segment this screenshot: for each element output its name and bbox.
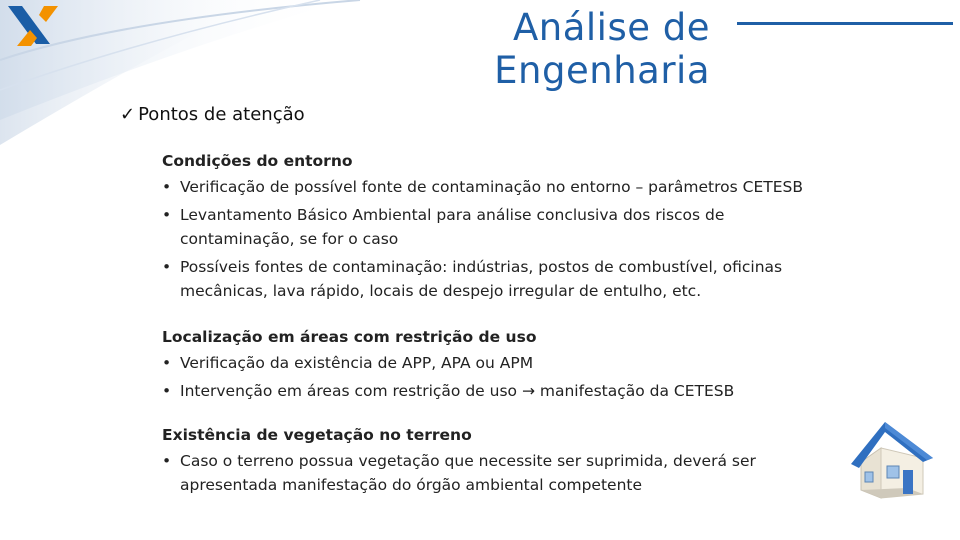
house-icon: [847, 418, 937, 504]
list-item: • Verificação da existência de APP, APA ou APM: [162, 351, 842, 375]
list-item: • Caso o terreno possua vegetação que necessite ser suprimida, deverá ser apresentada manifestação do órgão ambiental competente: [162, 449, 802, 497]
subheading: [120, 104, 305, 125]
page-title: [470, 6, 710, 92]
bullet-icon: •: [162, 382, 172, 400]
checkmark-icon: ✓: [120, 104, 136, 125]
bullet-list: [162, 175, 842, 303]
list-item: • Intervenção em áreas com restrição de uso → manifestação da CETESB: [162, 379, 842, 403]
title-line-2: Engenharia: [494, 49, 710, 92]
section-title: Existência de vegetação no terreno: [162, 426, 472, 444]
bullet-icon: •: [162, 178, 172, 196]
subheading-text: Pontos de atenção: [138, 104, 305, 125]
section-restricao: [162, 326, 842, 403]
section-title: Localização em áreas com restrição de uso: [162, 328, 537, 346]
section-title: Condições do entorno: [162, 152, 353, 170]
bullet-list: [162, 351, 842, 403]
section-vegetacao: [162, 424, 802, 497]
title-line-1: Análise de: [512, 6, 710, 49]
bullet-list: [162, 449, 802, 497]
list-item: • Verificação de possível fonte de contaminação no entorno – parâmetros CETESB: [162, 175, 842, 199]
list-item: • Possíveis fontes de contaminação: indústrias, postos de combustível, oficinas mecânicas, lava rápido, locais de despejo irregular de entulho, etc.: [162, 255, 842, 303]
bullet-icon: •: [162, 206, 172, 224]
list-item: • Levantamento Básico Ambiental para análise conclusiva dos riscos de contaminação, se for o caso: [162, 203, 842, 251]
title-rule: [737, 22, 953, 25]
bullet-icon: •: [162, 452, 172, 470]
bullet-icon: •: [162, 258, 172, 276]
bullet-icon: •: [162, 354, 172, 372]
section-entorno: [162, 150, 842, 303]
caixa-x-logo: [0, 0, 68, 52]
